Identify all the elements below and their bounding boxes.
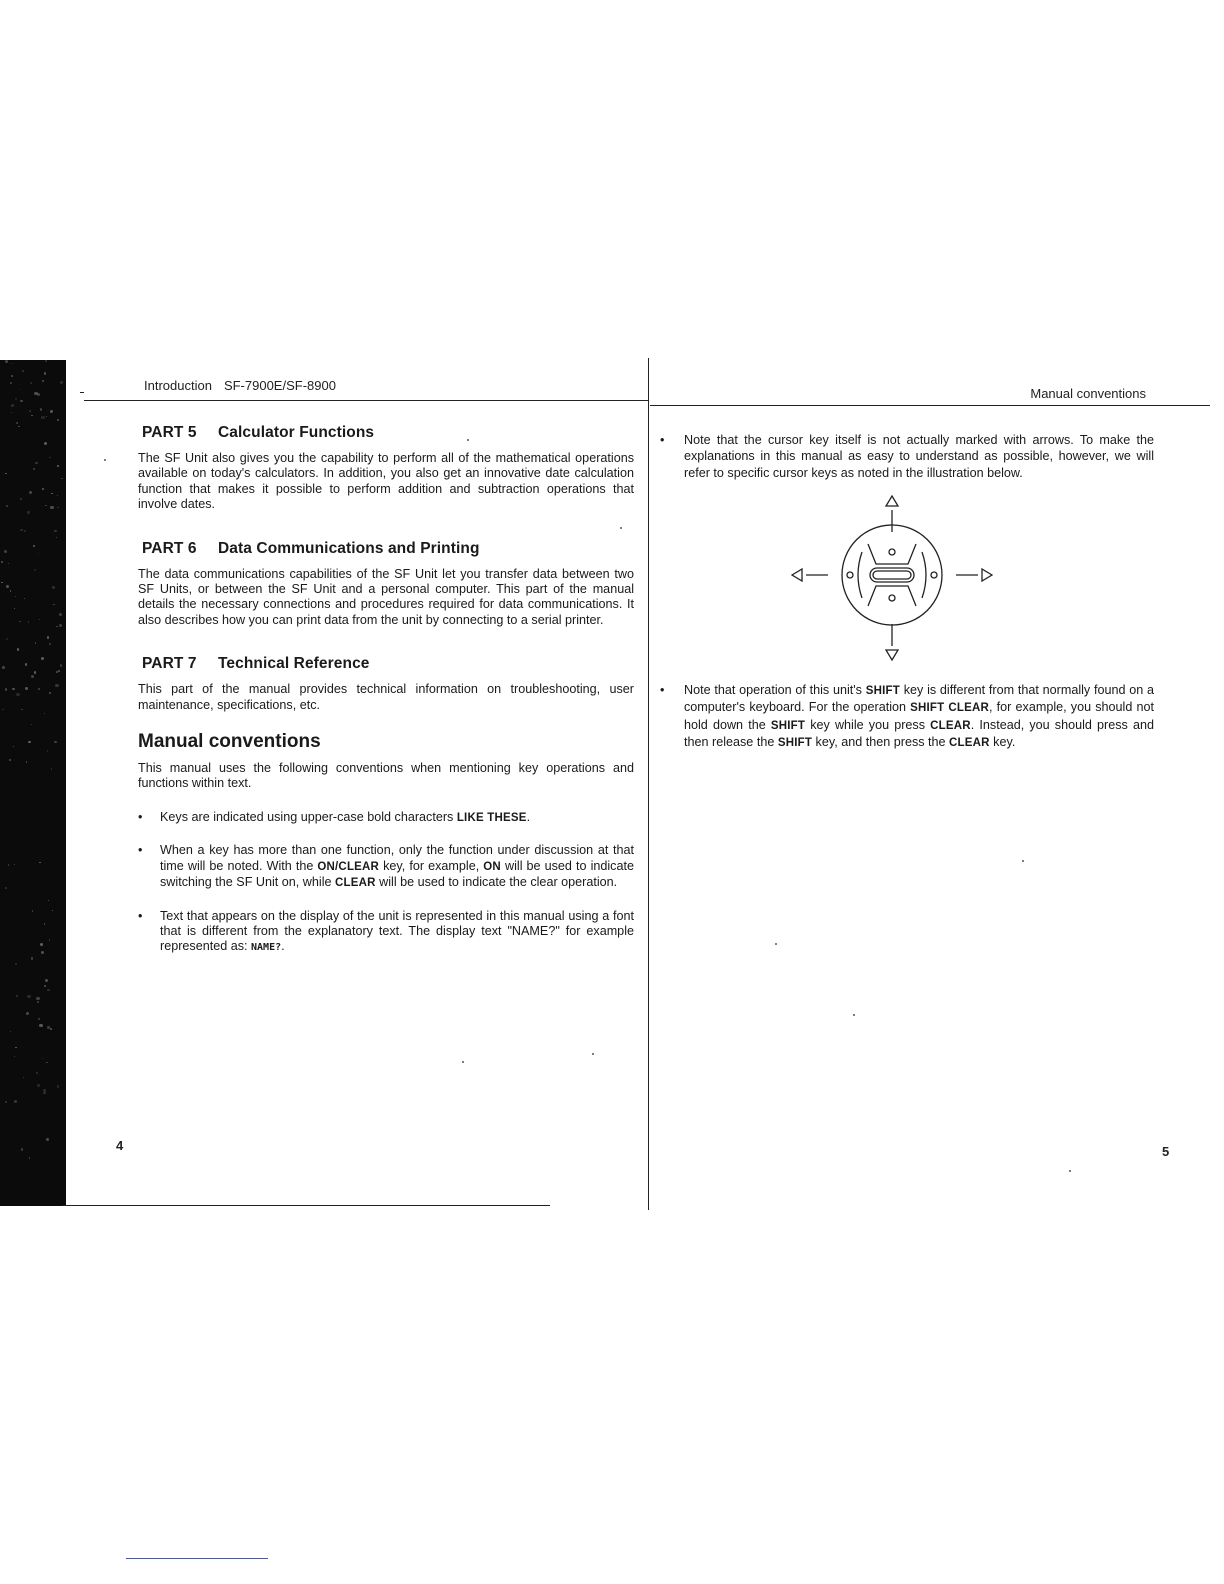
part-title: Data Communications and Printing — [218, 539, 480, 557]
scan-speck — [14, 864, 15, 865]
scan-speck — [57, 419, 59, 421]
scan-speck — [40, 943, 43, 946]
part-title: Technical Reference — [218, 655, 370, 673]
text-run: Note that operation of this unit's — [684, 683, 866, 697]
conventions-intro: This manual uses the following conventions when mentioning key operations and functions within text. — [138, 761, 634, 791]
scan-speck — [39, 619, 40, 620]
scan-speck — [21, 709, 22, 710]
scan-speck — [18, 426, 19, 427]
scan-speck — [35, 462, 37, 464]
down-arrow-icon — [886, 624, 898, 660]
key-label: CLEAR — [949, 736, 990, 749]
scan-speck — [27, 511, 29, 513]
key-label: CLEAR — [930, 719, 971, 732]
scan-speck — [51, 493, 53, 495]
scan-speck — [49, 692, 50, 693]
scan-speck — [25, 663, 28, 666]
key-label: LIKE THESE — [456, 811, 527, 824]
scan-speck — [45, 360, 47, 362]
list-item: • Note that the cursor key itself is not actually marked with arrows. To make the explanations in this manual as easy to understand as possible, however, we will refer to specific cursor keys as noted in the illustration below. — [660, 432, 1154, 481]
scan-speck — [10, 1031, 11, 1032]
key-label: SHIFT — [770, 719, 806, 732]
scan-speck — [16, 693, 19, 696]
left-arrow-icon — [792, 569, 828, 581]
key-label: SHIFT — [865, 685, 900, 697]
scan-speck — [14, 608, 15, 609]
manual-conventions-heading: Manual conventions — [138, 731, 321, 753]
scan-binding-edge — [0, 360, 66, 1206]
key-label: SHIFT — [777, 736, 813, 749]
scan-speck — [592, 1053, 594, 1055]
scan-speck — [2, 666, 5, 669]
scan-speck — [47, 1026, 49, 1028]
scan-speck — [49, 939, 50, 940]
header-rule-right — [650, 405, 1210, 406]
scan-speck — [38, 553, 39, 554]
scan-speck — [23, 1077, 24, 1078]
part-6-text: The data communications capabilities of the SF Unit let you transfer data between two SF Units, or between the SF Unit and a personal computer. This part of the manual details the necessary connections and procedures required for data communications. It also describes how you can print data from the unit by connecting to a serial printer. — [138, 566, 634, 627]
scan-speck — [775, 943, 777, 945]
scan-speck — [53, 604, 55, 606]
scan-speck — [1, 582, 3, 584]
scan-speck — [44, 372, 46, 374]
list-item — [138, 909, 634, 956]
scan-speck — [2, 709, 3, 710]
scan-speck — [5, 473, 7, 475]
page-gutter-line — [648, 358, 649, 1210]
scan-speck — [41, 657, 44, 660]
scan-speck — [19, 621, 20, 622]
scan-speck — [46, 1138, 49, 1141]
scan-speck — [28, 621, 30, 623]
text-run: key. — [989, 734, 1016, 749]
scan-speck — [56, 537, 57, 538]
scan-speck — [14, 1100, 17, 1103]
scan-speck — [38, 1018, 40, 1020]
part-5-section — [138, 424, 634, 513]
scan-speck — [47, 989, 50, 992]
part-6-heading — [142, 540, 634, 558]
scan-speck — [22, 370, 24, 372]
part-5-heading — [142, 424, 634, 442]
scan-speck — [32, 910, 33, 911]
text-run: , for example, you should not hold down the — [684, 700, 1154, 732]
scan-speck — [11, 363, 12, 364]
scan-speck — [21, 1148, 24, 1151]
scan-speck — [20, 400, 22, 402]
stray-underline — [126, 1558, 268, 1559]
part-number: PART 5 — [142, 424, 197, 441]
text-run: key, and then press the — [812, 734, 950, 749]
scan-speck — [5, 688, 8, 691]
scan-speck — [50, 410, 53, 413]
list-item — [660, 682, 1154, 751]
cursor-key-icon — [842, 525, 942, 625]
scan-speck — [31, 957, 33, 959]
scan-speck — [25, 687, 28, 690]
scan-speck — [41, 951, 44, 954]
scan-speck — [44, 923, 46, 925]
text-run: will be used to indicate switching the SF Unit on, while — [160, 858, 634, 890]
scan-speck — [6, 505, 9, 508]
scan-speck — [49, 643, 51, 645]
left-page-content — [138, 424, 634, 973]
scan-speck — [9, 759, 11, 761]
text-run: key while you press — [805, 717, 931, 732]
scan-speck — [26, 761, 27, 762]
scan-speck — [14, 1056, 15, 1057]
text-run: . — [526, 809, 531, 824]
scan-speck — [42, 380, 44, 382]
scan-speck — [29, 410, 31, 412]
scan-speck — [57, 507, 58, 508]
scan-speck — [52, 910, 53, 911]
text-run: When a key has more than one function, only the function under discussion at that time will be noted. With the — [160, 843, 634, 873]
scan-speck — [37, 1084, 40, 1087]
scan-speck — [17, 422, 18, 423]
part-number: PART 6 — [142, 539, 197, 557]
scan-speck — [43, 1092, 46, 1095]
text-run: . — [281, 939, 285, 954]
scan-speck — [47, 636, 49, 638]
scan-speck — [15, 1047, 17, 1049]
scan-speck — [61, 478, 62, 479]
key-label: CLEAR — [335, 877, 376, 890]
text-run: Keys are indicated using upper-case bold characters — [160, 809, 457, 824]
scan-speck — [34, 671, 36, 673]
scan-speck — [42, 1058, 43, 1059]
scan-speck — [54, 741, 57, 744]
running-head-model: SF-7900E/SF-8900 — [223, 378, 336, 393]
scan-speck — [60, 381, 63, 384]
scan-speck — [47, 750, 48, 751]
scan-speck — [10, 382, 12, 384]
part-7-heading — [142, 655, 634, 673]
scan-speck — [46, 1062, 48, 1064]
scan-speck — [17, 648, 20, 651]
scan-speck — [59, 624, 62, 627]
scan-speck — [1022, 860, 1024, 862]
scan-speck — [30, 382, 32, 384]
scan-speck — [49, 457, 51, 459]
scan-speck — [42, 488, 44, 490]
scan-speck — [462, 1061, 464, 1063]
scan-speck — [33, 545, 35, 547]
scan-speck — [6, 638, 8, 640]
scan-speck — [24, 598, 25, 599]
scan-speck — [12, 688, 15, 691]
scan-speck — [24, 530, 26, 532]
text-run: key is different from that normally found on a computer's keyboard. For the operation — [684, 683, 1154, 715]
display-text-sample: NAME? — [251, 942, 282, 954]
scan-speck — [57, 495, 58, 496]
scan-speck — [11, 412, 12, 413]
scan-speck — [35, 642, 36, 643]
scan-speck — [31, 675, 34, 678]
scan-speck — [467, 439, 469, 441]
key-label: ON — [483, 860, 501, 873]
running-head-left — [144, 378, 336, 393]
scan-speck — [45, 505, 47, 507]
scan-speck — [15, 398, 17, 400]
up-arrow-icon — [886, 496, 898, 532]
running-head-right: Manual conventions — [1030, 386, 1146, 401]
key-label: ON/CLEAR — [317, 860, 380, 873]
scan-speck — [19, 389, 20, 390]
running-head-section: Introduction — [144, 378, 212, 393]
right-arrow-icon — [956, 569, 992, 581]
scan-speck — [29, 1157, 30, 1158]
right-page-top — [660, 432, 1154, 481]
part-number: PART 7 — [142, 655, 197, 673]
scan-speck — [39, 862, 40, 863]
scan-speck — [52, 586, 55, 589]
part-5-text: The SF Unit also gives you the capability to perform all of the mathematical operations available on today's calculators. In addition, you also get an innovative date calculation function that makes it possible to perform addition and subtraction operations that involve dates. — [138, 451, 634, 512]
scan-speck — [36, 1072, 38, 1074]
text-run: . Instead, you should press and then release the — [684, 717, 1154, 749]
scan-speck — [45, 979, 48, 982]
scan-speck — [46, 416, 47, 417]
scan-speck — [20, 498, 21, 499]
right-page-bottom — [660, 682, 1154, 751]
cursor-key-diagram — [772, 488, 1012, 668]
scan-speck — [34, 569, 36, 571]
text-run: key, for example, — [379, 858, 484, 873]
scan-speck — [8, 864, 10, 866]
scan-speck — [56, 671, 58, 673]
scan-speck — [26, 1012, 29, 1015]
scan-speck — [31, 415, 33, 417]
scan-speck — [51, 768, 52, 769]
scan-speck — [13, 746, 14, 747]
scan-speck — [54, 530, 57, 533]
scan-speck — [20, 529, 22, 531]
scan-speck — [59, 613, 62, 616]
part-title: Calculator Functions — [218, 424, 375, 441]
part-7-section — [138, 655, 634, 713]
part-6-section — [138, 540, 634, 629]
scan-speck — [57, 1085, 59, 1087]
scan-speck — [853, 1014, 855, 1016]
scan-speck — [28, 741, 31, 744]
scan-speck — [50, 506, 53, 509]
list-item — [138, 843, 634, 891]
scan-speck — [44, 713, 46, 715]
scan-speck — [11, 404, 14, 407]
scan-speck — [6, 585, 9, 588]
scan-speck — [16, 995, 18, 997]
scan-speck — [55, 684, 58, 687]
scan-speck — [1, 561, 3, 563]
scan-speck — [620, 527, 622, 529]
scan-speck — [44, 985, 46, 987]
bottom-rule — [62, 1205, 550, 1206]
scan-speck — [5, 887, 7, 889]
scan-speck — [15, 596, 16, 597]
scan-speck — [4, 550, 7, 553]
scan-speck — [44, 442, 47, 445]
scan-speck — [15, 963, 17, 965]
scan-speck — [39, 1024, 42, 1027]
scan-speck — [27, 995, 30, 998]
scan-speck — [40, 408, 42, 410]
scan-speck — [11, 375, 13, 377]
conventions-list — [138, 810, 634, 956]
scan-speck — [29, 491, 32, 494]
scan-speck — [8, 563, 9, 564]
scan-speck — [104, 459, 106, 461]
scan-speck — [5, 360, 8, 363]
right-bullets-bottom — [660, 682, 1154, 751]
scan-speck — [37, 1001, 39, 1003]
scan-speck — [57, 465, 59, 467]
right-bullets-top — [660, 432, 1154, 481]
scan-speck — [41, 416, 44, 419]
page-number-left: 4 — [116, 1138, 124, 1153]
text-run: will be used to indicate the clear operation. — [375, 875, 618, 890]
list-item — [138, 810, 634, 826]
scan-speck — [1069, 1170, 1071, 1172]
scan-speck — [5, 1101, 7, 1103]
scan-speck — [60, 664, 62, 666]
scan-speck — [38, 688, 40, 690]
page-number-right: 5 — [1162, 1144, 1170, 1159]
text-run: Text that appears on the display of the unit is represented in this manual using a font that is different from the explanatory text. The display text "NAME?" for example represented as: — [160, 908, 634, 954]
scan-speck — [50, 1028, 52, 1030]
header-rule-left — [84, 400, 648, 401]
scan-speck — [56, 626, 57, 627]
part-7-text: This part of the manual provides technical information on troubleshooting, user maintenance, specifications, etc. — [138, 682, 634, 712]
key-label: SHIFT CLEAR — [910, 702, 990, 715]
scan-speck — [10, 590, 12, 592]
scan-speck — [34, 392, 37, 395]
scan-speck — [36, 997, 39, 1000]
scan-speck — [31, 724, 32, 725]
header-rule-tick — [80, 392, 84, 393]
scan-speck — [48, 900, 50, 902]
scan-speck — [33, 468, 35, 470]
